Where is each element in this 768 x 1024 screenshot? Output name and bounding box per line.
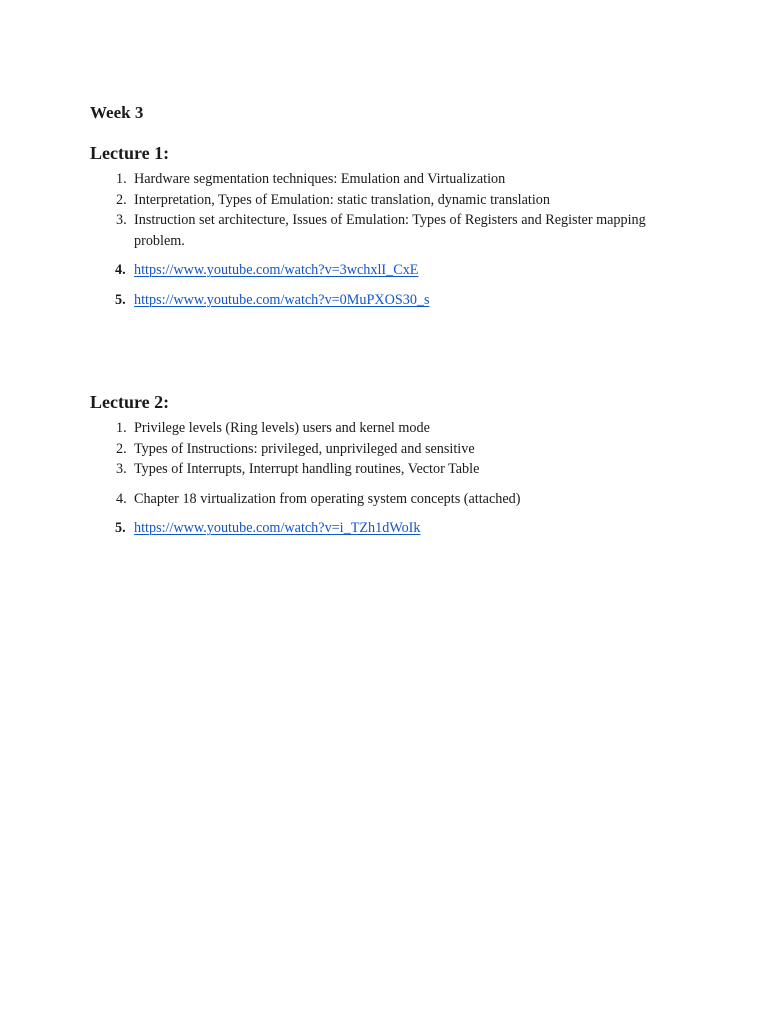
item-number: 5. [115,291,126,308]
list-item [90,260,690,281]
lecture-2-list [90,418,690,539]
youtube-link[interactable]: https://www.youtube.com/watch?v=0MuPXOS30_s [134,291,430,308]
item-text: Types of Interrupts, Interrupt handling routines, Vector Table [134,461,480,477]
youtube-link[interactable]: https://www.youtube.com/watch?v=3wchxlI_CxE [134,262,419,278]
item-text: Instruction set architecture, Issues of Emulation: Types of Registers and Register mapping problem. [134,212,646,249]
list-item [90,418,690,439]
lecture-1-list [90,169,690,310]
list-item [90,190,690,211]
item-text: Interpretation, Types of Emulation: static translation, dynamic translation [134,191,550,208]
lecture-2-title: Lecture 2: [90,392,170,412]
item-number: 4. [115,262,126,278]
item-number: 1. [116,420,127,436]
item-text: Chapter 18 virtualization from operating system concepts (attached) [134,490,521,507]
youtube-link[interactable]: https://www.youtube.com/watch?v=i_TZh1dWoIk [134,520,421,536]
week-title: Week 3 [90,103,144,122]
item-number: 2. [116,191,127,208]
item-number: 3. [116,461,127,477]
list-item [90,439,690,460]
list-item [90,459,690,480]
list-item [90,169,690,190]
item-text: Hardware segmentation techniques: Emulation and Virtualization [134,171,506,187]
item-number: 1. [116,171,127,187]
lecture-2-section [90,390,690,539]
list-item [90,489,690,510]
lecture-1-section [90,141,690,310]
lecture-1-title: Lecture 1: [90,143,170,163]
item-text: Types of Instructions: privileged, unprivileged and sensitive [134,440,475,457]
item-number: 3. [116,212,127,228]
document-page [90,102,690,539]
item-text: Privilege levels (Ring levels) users and kernel mode [134,420,430,436]
item-number: 5. [115,520,126,536]
item-number: 4. [116,490,127,507]
list-item [90,518,690,539]
item-number: 2. [116,440,127,457]
list-item [90,290,690,311]
list-item [90,210,690,251]
